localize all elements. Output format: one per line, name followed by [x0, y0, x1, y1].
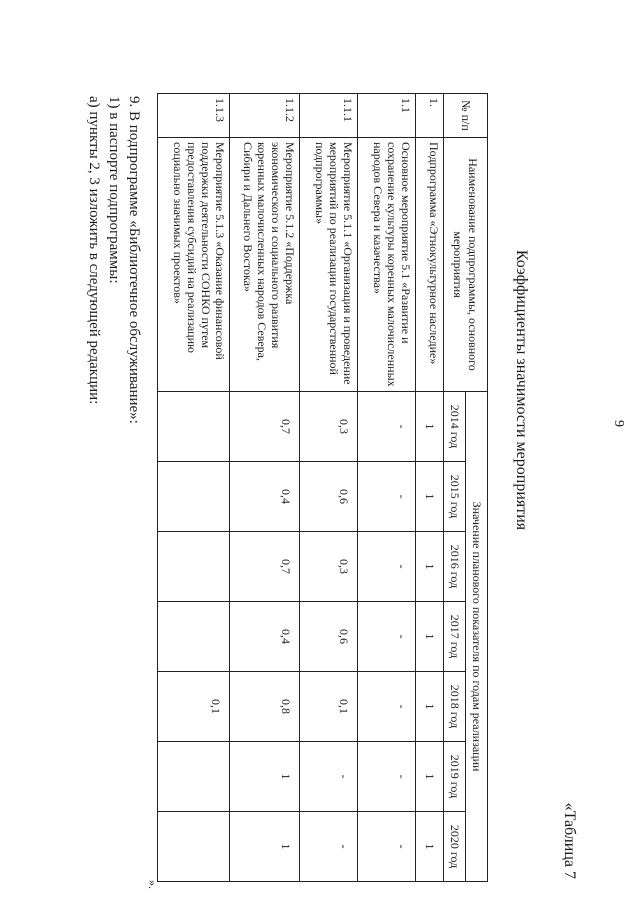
- row-value: -: [358, 812, 416, 882]
- row-value: 0,6: [300, 602, 358, 672]
- header-year: 2020 год: [444, 812, 466, 882]
- row-value: 0,7: [230, 532, 300, 602]
- row-value: -: [358, 602, 416, 672]
- row-value: 1: [416, 462, 444, 532]
- row-num: 1.1.2: [230, 94, 300, 138]
- row-value: 0,1: [300, 672, 358, 742]
- row-value: 0,3: [300, 392, 358, 462]
- row-value: -: [358, 462, 416, 532]
- row-value: 1: [230, 812, 300, 882]
- header-num: № п/п: [444, 94, 488, 138]
- header-year: 2016 год: [444, 532, 466, 602]
- header-year: 2018 год: [444, 672, 466, 742]
- row-name: Мероприятие 5.1.1 «Организация и проведение мероприятий по реализации государственной подпрограммы»: [300, 138, 358, 392]
- row-value: 1: [416, 672, 444, 742]
- closing-quote: ».: [146, 880, 160, 889]
- table-label: «Таблица 7: [561, 802, 578, 879]
- table-title: Коэффициенты значимости мероприятия: [513, 249, 530, 531]
- row-num: 1.: [416, 94, 444, 138]
- header-year: 2015 год: [444, 462, 466, 532]
- header-group: Значение планового показателя по годам реализации: [466, 392, 488, 882]
- row-value: [158, 812, 230, 882]
- row-value: [158, 462, 230, 532]
- row-name: Мероприятие 5.1.2 «Поддержка экономического и социального развития коренных малочисленных народов Севера, Сибири и Дальнего Востока»: [230, 138, 300, 392]
- row-value: 1: [416, 532, 444, 602]
- row-value: [158, 602, 230, 672]
- row-value: 1: [416, 742, 444, 812]
- row-value: 0,7: [230, 392, 300, 462]
- table-row: [300, 94, 358, 882]
- row-value: 0,8: [230, 672, 300, 742]
- row-name: Основное мероприятие 5.1 «Развитие и сохранение культуры коренных малочисленных народов Севера и казачества»: [358, 138, 416, 392]
- row-value: 1: [416, 812, 444, 882]
- row-value: [158, 742, 230, 812]
- table-row: [158, 94, 230, 882]
- table-row: [230, 94, 300, 882]
- footer-line: а) пункты 2, 3 изложить в следующей редакции:: [86, 96, 102, 405]
- row-value: -: [358, 392, 416, 462]
- header-name: Наименование подпрограммы, основного мероприятия: [444, 138, 488, 392]
- row-name: Мероприятие 5.1.3 «Оказание финансовой поддержки деятельности СОНКО путем предоставления субсидий на реализацию социально значимых проектов»: [158, 138, 230, 392]
- row-value: -: [358, 672, 416, 742]
- row-name: Подпрограмма «Этнокультурное наследие»: [416, 138, 444, 392]
- row-num: 1.1: [358, 94, 416, 138]
- row-value: 1: [230, 742, 300, 812]
- footer-text: [84, 96, 144, 876]
- row-value: -: [358, 532, 416, 602]
- row-value: -: [300, 742, 358, 812]
- row-num: 1.1.1: [300, 94, 358, 138]
- row-value: 1: [416, 602, 444, 672]
- row-value: 0,4: [230, 602, 300, 672]
- header-row-top: [466, 94, 488, 882]
- row-value: -: [300, 812, 358, 882]
- row-value: [158, 532, 230, 602]
- row-value: 0,1: [158, 672, 230, 742]
- header-year: 2019 год: [444, 742, 466, 812]
- table-row: [358, 94, 416, 882]
- row-value: 0,4: [230, 462, 300, 532]
- footer-line: 9. В подпрограмме «Библиотечное обслуживание»:: [126, 96, 142, 424]
- footer-line: 1) в паспорте подпрограммы:: [106, 96, 122, 284]
- row-value: -: [358, 742, 416, 812]
- header-year: 2014 год: [444, 392, 466, 462]
- row-value: 0,3: [300, 532, 358, 602]
- row-value: 1: [416, 392, 444, 462]
- coefficients-table: [157, 93, 488, 882]
- row-value: 0,6: [300, 462, 358, 532]
- header-year: 2017 год: [444, 602, 466, 672]
- page-number: 9: [611, 420, 626, 427]
- row-value: [158, 392, 230, 462]
- row-num: 1.1.3: [158, 94, 230, 138]
- table-row: [416, 94, 444, 882]
